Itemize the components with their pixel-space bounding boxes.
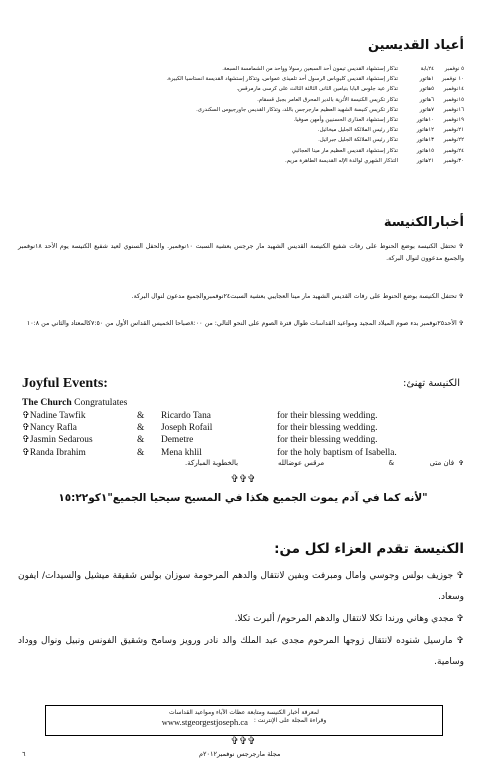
- ampersand: &: [137, 423, 145, 434]
- feast-row: [18, 156, 464, 166]
- feast-coptic: ١هاتور: [419, 76, 434, 83]
- cross-icon: ✞: [22, 410, 30, 421]
- feast-row: [18, 95, 464, 105]
- cross-icon: ✞: [22, 446, 30, 458]
- feast-date: ١٥نوفمبر: [443, 96, 464, 103]
- feast-row: [18, 146, 464, 156]
- feast-coptic: ١٥هاتور: [416, 147, 434, 154]
- website-info-box: [45, 705, 443, 736]
- info-line-url: وقراءة المجلة على الإنترنت : www.stgeorgestjoseph.ca: [161, 717, 327, 727]
- condolence-item: ✞ مارسيل شنوده لانتقال زوجها المرحوم مجدى عبد الملك والد نادر ورويز وسامح وشقيق الفونس ونبيل ونوال ووداد وسامية.: [18, 636, 464, 667]
- condolence-item: ✞ مجدي وهاني ورندا تكلا لانتقال والدهم المرحوم/ ألبرت تكلا.: [234, 614, 464, 624]
- feast-row: [18, 74, 464, 84]
- occasion-text: for their blessing wedding.: [277, 411, 378, 421]
- ampersand: &: [137, 411, 145, 421]
- cross-icon: ✞: [458, 320, 464, 327]
- feast-row: [18, 105, 464, 115]
- feast-desc: تذكار إستشهاد القديس تيمون أحد السبعين رسولا وواحد من الشمامسة السبعة.: [222, 66, 398, 72]
- feast-desc: تذكار إستشهاد العذارى الحسنيين وأمهن صوفيا.: [293, 116, 398, 123]
- news-heading: أخبارالكنيسة: [383, 215, 464, 230]
- condolences-heading: الكنيسة تقدم العزاء لكل من:: [274, 541, 464, 557]
- website-link[interactable]: www.stgeorgestjoseph.ca: [161, 717, 248, 727]
- feast-coptic: ١٢هاتور: [416, 127, 434, 134]
- feast-desc: تذكار تكريس الكنيسة الأثرية بالدير المحرق العامر بجبل قسقام.: [257, 96, 398, 103]
- feast-desc: التذكار الشهري لوالدة الإله القديسة الطاهرة مريم.: [284, 157, 398, 164]
- feast-date: ٢١نوفمبر: [443, 127, 464, 134]
- cross-icon: ✞: [22, 434, 30, 446]
- congratulation-row: [22, 410, 397, 422]
- engagement-line: ✞ فان متى & مرقس عوضالله بالخطوبة المباركة.: [185, 459, 464, 467]
- congratulation-row: [22, 434, 397, 446]
- cross-icon: ✞: [458, 243, 464, 250]
- occasion-text: for their blessing wedding.: [277, 435, 378, 446]
- feast-desc: تذكار رئيس الملائكة الجليل ميخائيل.: [317, 127, 398, 134]
- person-name: Mena khlil: [161, 447, 202, 458]
- feast-coptic: ٢١هاتور: [416, 157, 434, 164]
- cross-icon: ✞: [456, 571, 464, 581]
- feast-date: ٢٢نوفمبر: [443, 137, 464, 144]
- person-name: Randa Ibrahim: [29, 447, 86, 458]
- feast-coptic: ٥هاتور: [419, 86, 434, 93]
- feast-coptic: ٧هاتور: [419, 106, 434, 113]
- feast-coptic: ٦هاتور: [419, 96, 434, 103]
- feast-date: ١٦نوفمبر: [443, 106, 464, 113]
- occasion-text: for their blessing wedding.: [277, 423, 378, 434]
- condolence-item: ✞ جوزيف بولس وجوسي وامال ومبرفت وبفين لانتقال والدهم المرحومة سوزان بولس شقيقة ميشيل والسيدات/ ايفون وسعاد.: [18, 571, 464, 602]
- person-name: Ricardo Tana: [161, 411, 211, 421]
- page-number: ٦: [22, 750, 26, 758]
- page-footer: [22, 750, 464, 758]
- feast-row: [18, 135, 464, 145]
- ampersand: &: [137, 435, 145, 446]
- congratulation-row: [22, 447, 397, 459]
- wedding-list: [22, 410, 397, 459]
- news-item: ✞ الأحد٢٥نوفمبر بدء صوم الميلاد المجيد ومواعيد القداسات طوال فترة الصوم على النحو التالي: من ٨:٠٠صباحا الخميس القداس الأول من ٧:٥٠كالمعتاد والثاني من ١٠:٨: [26, 320, 464, 327]
- feast-date: ١٠ نوفمبر: [441, 76, 464, 83]
- divider-crosses: ✞✞✞: [230, 474, 256, 485]
- feasts-heading: أعياد القديسين: [367, 38, 464, 53]
- cross-icon: ✞: [456, 614, 464, 624]
- scripture-verse: "لأنه كما في آدم يموت الجميع هكذا في المسيح سيحيا الجميع"١كو١٥:٢٢: [58, 492, 428, 504]
- feast-row: [18, 84, 464, 94]
- cross-icon: ✞: [456, 636, 464, 646]
- cross-icon: ✞: [458, 459, 464, 467]
- info-line: لمعرفة أخبار الكنيسة ومتابعة عظات الآباء ومواعيد القداسات: [168, 709, 320, 716]
- church-congratulates: The Church Congratulates: [22, 397, 128, 408]
- feast-coptic: ١٣هاتور: [416, 137, 434, 144]
- magazine-title: مجلة مارجرجس نوفمبر٢٠١٢م: [198, 750, 281, 758]
- feast-date: ٣٠نوفمبر: [443, 157, 464, 164]
- feast-desc: تذكار إستشهاد القديس العظيم مار مينا العجائبي: [291, 147, 398, 154]
- congratulation-row: [22, 422, 397, 434]
- feasts-table: [18, 64, 464, 166]
- feast-row: [18, 125, 464, 135]
- feast-date: ٥ نوفمبر: [444, 66, 464, 72]
- joyful-events-heading: Joyful Events:: [22, 376, 108, 391]
- occasion-text: for the holy baptism of Isabella.: [277, 447, 397, 458]
- feast-row: [18, 115, 464, 125]
- feast-desc: تذكار عيد جلوس البابا بنيامين الثانى الثالثة الثالث على كرسى مارمرقس.: [236, 86, 398, 93]
- cross-icon: ✞: [22, 422, 30, 434]
- feast-coptic: ١٠هاتور: [416, 116, 434, 123]
- feast-date: ١٩نوفمبر: [443, 116, 464, 123]
- person-name: Jasmin Sedarous: [29, 435, 93, 446]
- feast-desc: تذكار إستشهاد القديس كليوباس الرسول أحد تلميذى عمواس، وتذكار إستشهاد القديسة انستاسيا الكبيرة.: [166, 76, 398, 83]
- person-name: Nancy Rafla: [29, 423, 77, 434]
- ampersand: &: [137, 447, 145, 458]
- news-item: ✞ تحتفل الكنيسة بوضع الحنوط على رفات شفيع الكنيسة القديس الشهيد مار جرجس بعشية السبت ١٠نوفمبر. والحفل السنوي لعيد شفيع الكنيسة يوم الأحد ١٨نوفمبر والجميع مدعوون لنوال البركة.: [18, 243, 464, 262]
- feast-row: [18, 64, 464, 74]
- church-congratulates-ar: الكنيسة تهنئ:: [403, 378, 460, 389]
- feast-coptic: ٢٤بابة: [420, 66, 434, 72]
- feast-desc: تذكار رئيس الملائكة الجليل جبرائيل.: [318, 137, 398, 144]
- person-name: Joseph Rofail: [161, 423, 213, 434]
- feast-desc: تذكار تكريس كنيسة الشهيد العظيم مارجرجس باللد، وتذكار القديس جاورجيوس السكندرى.: [196, 106, 398, 113]
- feast-date: ٢٤نوفمبر: [443, 147, 464, 154]
- bottom-crosses: ✞✞✞: [230, 736, 256, 747]
- person-name: Demetre: [161, 435, 194, 446]
- feast-date: ١٤نوفمبر: [443, 86, 464, 93]
- news-item: ✞ تحتفل الكنيسة بوضع الحنوط على رفات القديس الشهيد مار مينا العجايبي بعشية السبت٢٤نوفمبروالجميع مدعون لنوال البركة.: [131, 293, 464, 300]
- cross-icon: ✞: [458, 293, 464, 300]
- person-name: Nadine Tawfik: [29, 411, 86, 421]
